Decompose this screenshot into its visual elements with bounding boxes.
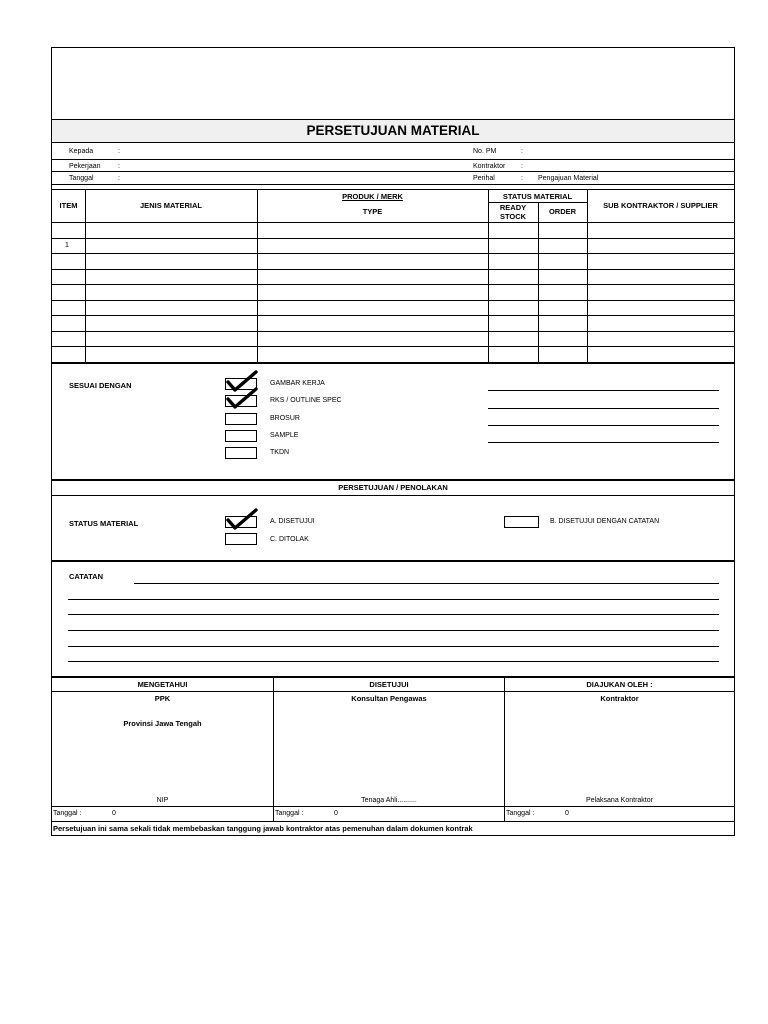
disetujui-catatan-label: B. DISETUJUI DENGAN CATATAN: [550, 518, 660, 525]
ditolak-label: C. DITOLAK: [270, 536, 309, 543]
tanggal-kontraktor-value: 0: [565, 810, 569, 817]
notes-line: [488, 390, 719, 391]
perihal-value: Pengajuan Material: [538, 175, 599, 182]
col-line: [587, 189, 588, 362]
section-line: [52, 676, 734, 678]
table-row-line: [52, 284, 734, 285]
gambar-kerja-label: GAMBAR KERJA: [270, 380, 325, 387]
catatan-line: [68, 646, 719, 647]
col-line: [538, 202, 539, 362]
tanggal-konsultan-value: 0: [334, 810, 338, 817]
col-line: [85, 189, 86, 362]
perihal-colon: :: [521, 175, 523, 182]
sample-checkbox[interactable]: [225, 430, 257, 442]
kontraktor-role: Kontraktor: [600, 694, 639, 703]
kepada-colon: :: [118, 148, 120, 155]
type-header: TYPE: [362, 207, 383, 216]
rks-outline-spec-label: RKS / OUTLINE SPEC: [270, 397, 342, 405]
material-approval-form: [51, 47, 735, 836]
table-row-line: [52, 253, 734, 254]
no-pm-label: No. PM: [473, 148, 497, 155]
rks-outline-spec-checkmark-icon: [225, 387, 259, 411]
ready-stock-header-line1: READY: [499, 203, 527, 212]
table-header-bottom: [52, 222, 734, 223]
col-line: [257, 189, 258, 362]
row-line: [52, 159, 734, 160]
brosur-checkbox[interactable]: [225, 413, 257, 425]
disetujui-label: A. DISETUJUI: [270, 518, 315, 525]
sign-header-line: [52, 691, 734, 692]
section-line: [52, 479, 734, 481]
item-header: ITEM: [59, 201, 78, 210]
produk-merk-header: PRODUK / MERK: [342, 192, 403, 201]
sign-date-line: [52, 806, 734, 807]
persetujuan-title: PERSETUJUAN / PENOLAKAN: [338, 483, 448, 492]
pelaksana-name: Pelaksana Kontraktor: [586, 797, 653, 804]
catatan-line: [68, 599, 719, 600]
table-row-line: [52, 346, 734, 347]
tanggal-ppk-label: Tanggal :: [53, 810, 82, 817]
ditolak-checkbox[interactable]: [225, 533, 257, 545]
row-line: [52, 171, 734, 172]
ready-stock-header-line2: STOCK: [499, 212, 527, 221]
sub-kontraktor-header: SUB KONTRAKTOR / SUPPLIER: [603, 201, 718, 210]
pekerjaan-label: Pekerjaan: [69, 163, 101, 170]
row-line: [52, 189, 734, 190]
disetujui-catatan-checkbox[interactable]: [504, 516, 539, 528]
disetujui-checkmark-icon: [225, 508, 259, 532]
sesuai-dengan-label: SESUAI DENGAN: [69, 381, 132, 390]
footer-note: Persetujuan ini sama sekali tidak membebaskan tanggung jawab kontraktor atas pemenuhan dalam dokumen kontrak: [53, 824, 473, 833]
table-bottom-line: [52, 362, 734, 364]
catatan-line: [68, 661, 719, 662]
tanggal-ppk-value: 0: [112, 810, 116, 817]
tanggal-label: Tanggal: [69, 175, 94, 182]
disetujui-header: DISETUJUI: [369, 680, 409, 689]
brosur-label: BROSUR: [270, 414, 300, 422]
table-row-line: [52, 331, 734, 332]
diajukan-oleh-header: DIAJUKAN OLEH :: [586, 680, 653, 689]
section-line: [52, 495, 734, 496]
catatan-line: [68, 630, 719, 631]
page-title: PERSETUJUAN MATERIAL: [306, 123, 480, 138]
pekerjaan-colon: :: [118, 163, 120, 170]
order-header: ORDER: [548, 207, 577, 216]
notes-line: [488, 425, 719, 426]
tkdn-label: TKDN: [270, 449, 290, 457]
table-row-line: [52, 300, 734, 301]
tanggal-konsultan-label: Tanggal :: [275, 810, 304, 817]
table-row-line: [52, 238, 734, 239]
catatan-line: [68, 614, 719, 615]
ppk-role: PPK: [154, 694, 171, 703]
catatan-line: [134, 583, 719, 584]
sample-label: SAMPLE: [270, 431, 299, 439]
mengetahui-header: MENGETAHUI: [137, 680, 188, 689]
tanggal-kontraktor-label: Tanggal :: [506, 810, 535, 817]
notes-line: [488, 408, 719, 409]
ppk-nip: NIP: [156, 797, 169, 804]
item-number-cell: 1: [65, 241, 69, 249]
konsultan-role: Konsultan Pengawas: [351, 694, 427, 703]
notes-line: [488, 442, 719, 443]
section-line: [52, 560, 734, 562]
title-bottom-line: [52, 142, 734, 143]
status-material-label: STATUS MATERIAL: [69, 519, 139, 528]
perihal-label: Perihal: [473, 175, 495, 182]
table-row-line: [52, 269, 734, 270]
tanggal-colon: :: [118, 175, 120, 182]
no-pm-colon: :: [521, 148, 523, 155]
sign-col-line: [273, 676, 274, 821]
sign-col-line: [504, 676, 505, 821]
tkdn-checkbox[interactable]: [225, 447, 257, 459]
jenis-material-header: JENIS MATERIAL: [140, 201, 202, 210]
ppk-organization: Provinsi Jawa Tengah: [123, 719, 202, 728]
catatan-label: CATATAN: [69, 572, 104, 581]
tenaga-ahli-name: Tenaga Ahli..........: [361, 797, 417, 804]
col-line: [488, 189, 489, 362]
status-material-header: STATUS MATERIAL: [502, 192, 573, 201]
kontraktor-colon: :: [521, 163, 523, 170]
kontraktor-label: Kontraktor: [473, 163, 506, 170]
kepada-label: Kepada: [69, 148, 94, 155]
table-row-line: [52, 315, 734, 316]
row-line: [52, 184, 734, 185]
sign-bottom-line: [52, 821, 734, 822]
